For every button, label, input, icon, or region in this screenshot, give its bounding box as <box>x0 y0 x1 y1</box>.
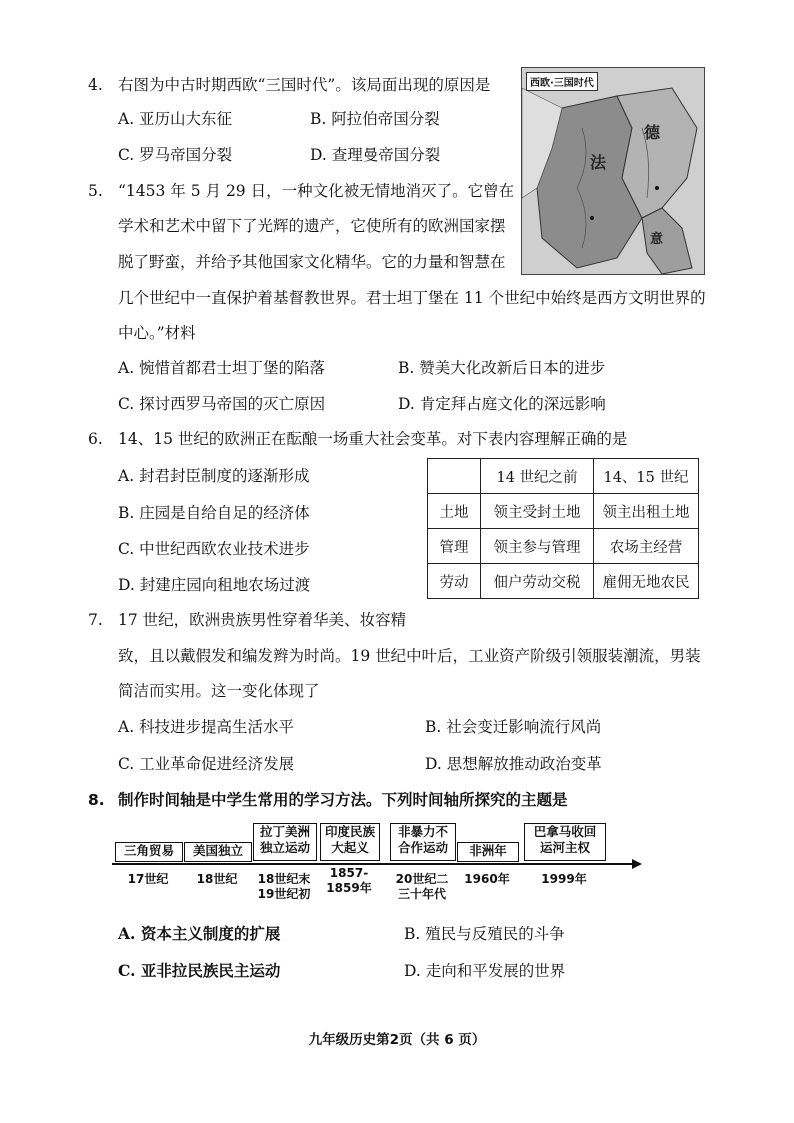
q5-line-3: 脱了野蛮，并给予其他国家文化精华。它的力量和智慧在 <box>118 253 506 271</box>
timeline-date-2: 18世纪 <box>196 872 238 886</box>
q7-line-2: 致，且以戴假发和编发辫为时尚。19 世纪中叶后，工业资产阶级引领服装潮流，男装 <box>118 647 701 665</box>
table-cell: 领主参与管理 <box>481 529 594 564</box>
table-cell: 领主出租土地 <box>594 494 699 529</box>
table-header-row <box>428 459 699 494</box>
timeline-date-6: 1960年 <box>464 872 510 886</box>
table-row <box>428 564 699 599</box>
q6-option-d: D. 封建庄园向租地农场过渡 <box>118 576 311 594</box>
timeline-event-6: 非洲年 <box>457 842 519 862</box>
q6-option-c: C. 中世纪西欧农业技术进步 <box>118 540 310 558</box>
timeline-date-7: 1999年 <box>541 872 587 886</box>
timeline-event-1: 三角贸易 <box>115 842 183 862</box>
q6-number: 6. <box>88 430 103 448</box>
q8-option-b: B. 殖民与反殖民的斗争 <box>404 925 565 943</box>
q5-option-a: A. 惋惜首都君士坦丁堡的陷落 <box>118 359 326 377</box>
map-illustration <box>522 68 704 274</box>
q7-option-d: D. 思想解放推动政治变革 <box>425 755 602 773</box>
q7-option-c: C. 工业革命促进经济发展 <box>118 755 295 773</box>
q8-option-d: D. 走向和平发展的世界 <box>404 962 566 980</box>
q7-line-1: 17 世纪，欧洲贵族男性穿着华美、妆容精 <box>118 611 407 629</box>
q5-option-d: D. 肯定拜占庭文化的深远影响 <box>398 395 606 413</box>
q4-option-b: B. 阿拉伯帝国分裂 <box>310 110 440 128</box>
table-cell: 管理 <box>428 529 481 564</box>
table-cell: 农场主经营 <box>594 529 699 564</box>
q4-number: 4. <box>88 76 103 94</box>
q7-option-a: A. 科技进步提高生活水平 <box>118 718 295 736</box>
q5-line-5: 中心。”材料 <box>118 324 196 342</box>
table-cell: 佃户劳动交税 <box>481 564 594 599</box>
q7-number: 7. <box>88 611 103 629</box>
timeline-date-5: 20世纪二 三十年代 <box>395 872 449 901</box>
page-footer: 九年级历史第2页（共 6 页） <box>308 1032 486 1048</box>
q4-stem: 右图为中古时期西欧“三国时代”。该局面出现的原因是 <box>118 76 491 94</box>
table-row <box>428 529 699 564</box>
q8-stem: 制作时间轴是中学生常用的学习方法。下列时间轴所探究的主题是 <box>118 790 568 809</box>
q4-option-a: A. 亚历山大东征 <box>118 110 233 128</box>
q6-option-b: B. 庄园是自给自足的经济体 <box>118 504 310 522</box>
timeline-event-3: 拉丁美洲 独立运动 <box>253 823 317 861</box>
table-cell <box>428 459 481 494</box>
q8-number: 8. <box>88 791 105 809</box>
table-cell: 雇佣无地农民 <box>594 564 699 599</box>
table-cell: 14、15 世纪 <box>594 459 699 494</box>
q6-stem: 14、15 世纪的欧洲正在酝酿一场重大社会变革。对下表内容理解正确的是 <box>118 430 628 448</box>
q7-option-b: B. 社会变迁影响流行风尚 <box>425 718 602 736</box>
q5-number: 5. <box>88 182 103 200</box>
q7-line-3: 简洁而实用。这一变化体现了 <box>118 682 320 700</box>
map-title: 西欧·三国时代 <box>526 72 598 91</box>
q5-option-b: B. 赞美大化改新后日本的进步 <box>398 359 606 377</box>
timeline <box>112 820 644 900</box>
timeline-date-1: 17世纪 <box>127 872 169 886</box>
timeline-event-4: 印度民族 大起义 <box>320 823 380 861</box>
q6-option-a: A. 封君封臣制度的逐渐形成 <box>118 467 310 485</box>
table-cell: 劳动 <box>428 564 481 599</box>
table-cell: 领主受封土地 <box>481 494 594 529</box>
q4-option-d: D. 查理曼帝国分裂 <box>310 146 441 164</box>
q5-line-2: 学术和艺术中留下了光辉的遗产，它使所有的欧洲国家摆 <box>118 217 506 235</box>
q4-option-c: C. 罗马帝国分裂 <box>118 146 233 164</box>
q6-table <box>427 458 699 599</box>
q8-option-a: A. 资本主义制度的扩展 <box>118 924 281 943</box>
timeline-event-2: 美国独立 <box>184 842 252 862</box>
svg-text:法: 法 <box>590 153 607 172</box>
table-cell: 14 世纪之前 <box>481 459 594 494</box>
timeline-date-3: 18世纪末 19世纪初 <box>257 872 311 901</box>
q5-option-c: C. 探讨西罗马帝国的灭亡原因 <box>118 395 326 413</box>
table-cell: 土地 <box>428 494 481 529</box>
q8-option-c: C. 亚非拉民族民主运动 <box>118 961 281 980</box>
svg-text:意: 意 <box>650 232 664 247</box>
q5-line-4: 几个世纪中一直保护着基督教世界。君士坦丁堡在 11 个世纪中始终是西方文明世界的 <box>118 289 706 307</box>
three-kingdoms-map <box>521 67 705 275</box>
q5-line-1: “1453 年 5 月 29 日，一种文化被无情地消灭了。它曾在 <box>118 182 515 200</box>
timeline-event-5: 非暴力不 合作运动 <box>390 823 456 861</box>
timeline-event-7: 巴拿马收回 运河主权 <box>524 823 606 861</box>
table-row <box>428 494 699 529</box>
svg-text:德: 德 <box>644 123 661 142</box>
timeline-date-4: 1857- 1859年 <box>326 866 372 895</box>
